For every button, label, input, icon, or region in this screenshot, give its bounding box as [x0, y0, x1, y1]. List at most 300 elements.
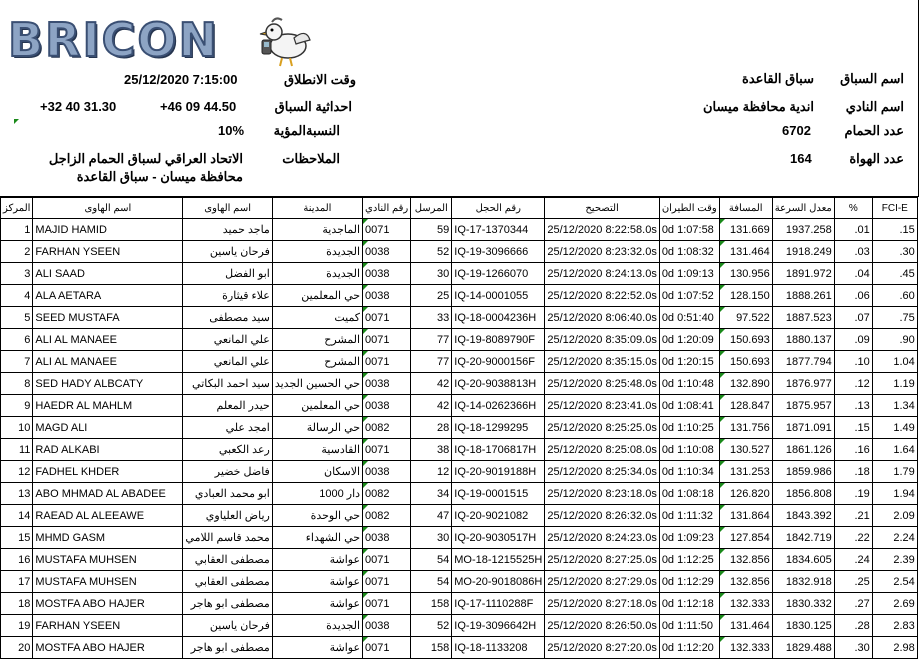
city-cell: الماجدية: [272, 219, 362, 241]
notes-label: الملاحظات: [282, 151, 340, 166]
sender-cell: 59: [411, 219, 452, 241]
table-row: [1, 373, 918, 395]
distance-cell: 97.522: [719, 307, 772, 329]
sender-cell: 47: [411, 505, 452, 527]
fci-cell: 2.09: [872, 505, 917, 527]
fci-cell: 2.54: [872, 571, 917, 593]
sender-cell: 28: [411, 417, 452, 439]
name-en-cell: MOSTFA ABO HAJER: [33, 637, 183, 659]
club-cell: 0038: [363, 461, 411, 483]
fci-cell: .75: [872, 307, 917, 329]
rank-cell: 12: [1, 461, 33, 483]
flight-cell: 0d 1:12:18: [659, 593, 719, 615]
name-ar-cell: علاء قيثارة: [183, 285, 272, 307]
sender-cell: 158: [411, 637, 452, 659]
rank-cell: 19: [1, 615, 33, 637]
results-table: [0, 197, 918, 659]
distance-cell: 128.150: [719, 285, 772, 307]
race-name-value: سباق القاعدة: [742, 71, 814, 86]
speed-cell: 1856.808: [772, 483, 834, 505]
speed-cell: 1880.137: [772, 329, 834, 351]
speed-cell: 1891.972: [772, 263, 834, 285]
fci-cell: 1.34: [872, 395, 917, 417]
pigeon-count-label: عدد الحمام: [844, 123, 904, 138]
name-ar-cell: محمد قاسم اللامي: [183, 527, 272, 549]
ring-cell: IQ-18-0004236H: [452, 307, 545, 329]
col-ring-header: رقم الحجل: [452, 198, 545, 219]
speed-cell: 1875.957: [772, 395, 834, 417]
sender-cell: 158: [411, 593, 452, 615]
correction-cell: 25/12/2020 8:25:08.0s: [545, 439, 659, 461]
correction-cell: 25/12/2020 8:27:18.0s: [545, 593, 659, 615]
club-name-value: اندية محافظة ميسان: [702, 99, 814, 114]
club-cell: 0071: [363, 571, 411, 593]
flight-cell: 0d 1:08:18: [659, 483, 719, 505]
club-cell: 0071: [363, 351, 411, 373]
flight-cell: 0d 0:51:40: [659, 307, 719, 329]
correction-cell: 25/12/2020 8:24:23.0s: [545, 527, 659, 549]
fancier-count-value: 164: [790, 151, 812, 166]
flight-cell: 0d 1:10:34: [659, 461, 719, 483]
table-row: [1, 241, 918, 263]
city-cell: دار 1000: [272, 483, 362, 505]
name-en-cell: ALA AETARA: [33, 285, 183, 307]
pigeon-mascot-icon: [254, 14, 312, 68]
table-row: [1, 593, 918, 615]
pct-cell: .24: [834, 549, 872, 571]
pct-cell: .21: [834, 505, 872, 527]
distance-cell: 132.856: [719, 549, 772, 571]
distance-cell: 132.333: [719, 637, 772, 659]
city-cell: عواشة: [272, 637, 362, 659]
fci-cell: .90: [872, 329, 917, 351]
ring-cell: IQ-19-0001515: [452, 483, 545, 505]
club-cell: 0082: [363, 483, 411, 505]
rank-cell: 14: [1, 505, 33, 527]
name-en-cell: RAEAD AL ALEEAWE: [33, 505, 183, 527]
rank-cell: 20: [1, 637, 33, 659]
club-cell: 0071: [363, 329, 411, 351]
flight-cell: 0d 1:10:08: [659, 439, 719, 461]
city-cell: الاسكان: [272, 461, 362, 483]
race-name-label: اسم السباق: [840, 71, 904, 86]
sender-cell: 54: [411, 549, 452, 571]
name-en-cell: FARHAN YSEEN: [33, 615, 183, 637]
sender-cell: 30: [411, 263, 452, 285]
speed-cell: 1861.126: [772, 439, 834, 461]
col-fci-header: FCI-E: [872, 198, 917, 219]
fci-cell: 1.64: [872, 439, 917, 461]
distance-cell: 131.864: [719, 505, 772, 527]
flight-cell: 0d 1:08:32: [659, 241, 719, 263]
correction-cell: 25/12/2020 8:25:25.0s: [545, 417, 659, 439]
pct-cell: .25: [834, 571, 872, 593]
rank-cell: 6: [1, 329, 33, 351]
col-club-header: رقم النادي: [363, 198, 411, 219]
correction-cell: 25/12/2020 8:22:58.0s: [545, 219, 659, 241]
ring-cell: IQ-17-1110288F: [452, 593, 545, 615]
distance-cell: 131.464: [719, 241, 772, 263]
pct-cell: .06: [834, 285, 872, 307]
name-ar-cell: مصطفى العقابي: [183, 549, 272, 571]
correction-cell: 25/12/2020 8:25:34.0s: [545, 461, 659, 483]
name-ar-cell: فاضل خضير: [183, 461, 272, 483]
table-row: [1, 307, 918, 329]
club-cell: 0038: [363, 395, 411, 417]
start-time-label: وقت الانطلاق: [283, 72, 356, 87]
correction-cell: 25/12/2020 8:23:41.0s: [545, 395, 659, 417]
ring-cell: IQ-17-1370344: [452, 219, 545, 241]
speed-cell: 1843.392: [772, 505, 834, 527]
correction-cell: 25/12/2020 8:26:50.0s: [545, 615, 659, 637]
name-en-cell: MAGD ALI: [33, 417, 183, 439]
speed-cell: 1876.977: [772, 373, 834, 395]
cell-marker: [14, 119, 19, 124]
name-ar-cell: فرحان ياسين: [183, 241, 272, 263]
speed-cell: 1829.488: [772, 637, 834, 659]
rank-cell: 18: [1, 593, 33, 615]
fci-cell: 2.24: [872, 527, 917, 549]
fci-cell: .60: [872, 285, 917, 307]
speed-cell: 1834.605: [772, 549, 834, 571]
club-cell: 0038: [363, 241, 411, 263]
club-cell: 0082: [363, 417, 411, 439]
race-coords-label: احداثية السباق: [274, 99, 352, 114]
distance-cell: 130.956: [719, 263, 772, 285]
city-cell: حي الرسالة: [272, 417, 362, 439]
name-en-cell: MUSTAFA MUHSEN: [33, 571, 183, 593]
table-row: [1, 285, 918, 307]
distance-cell: 128.847: [719, 395, 772, 417]
distance-cell: 132.856: [719, 571, 772, 593]
flight-cell: 0d 1:09:23: [659, 527, 719, 549]
city-cell: عواشة: [272, 593, 362, 615]
pct-cell: .07: [834, 307, 872, 329]
fancier-count-label: عدد الهواة: [849, 151, 904, 166]
name-en-cell: MUSTAFA MUHSEN: [33, 549, 183, 571]
sender-cell: 38: [411, 439, 452, 461]
club-cell: 0071: [363, 219, 411, 241]
table-row: [1, 505, 918, 527]
fci-cell: .15: [872, 219, 917, 241]
table-row: [1, 329, 918, 351]
sender-cell: 54: [411, 571, 452, 593]
ring-cell: MO-20-9018086H: [452, 571, 545, 593]
table-row: [1, 219, 918, 241]
rank-cell: 13: [1, 483, 33, 505]
flight-cell: 0d 1:10:48: [659, 373, 719, 395]
notes-line-2: محافظة ميسان - سباق القاعدة: [76, 169, 243, 184]
city-cell: الجديدة: [272, 615, 362, 637]
rank-cell: 1: [1, 219, 33, 241]
flight-cell: 0d 1:08:41: [659, 395, 719, 417]
rank-cell: 11: [1, 439, 33, 461]
pct-cell: .27: [834, 593, 872, 615]
table-row: [1, 417, 918, 439]
speed-cell: 1888.261: [772, 285, 834, 307]
flight-cell: 0d 1:12:20: [659, 637, 719, 659]
speed-cell: 1871.091: [772, 417, 834, 439]
correction-cell: 25/12/2020 8:27:29.0s: [545, 571, 659, 593]
flight-cell: 0d 1:07:58: [659, 219, 719, 241]
name-en-cell: SED HADY ALBCATY: [33, 373, 183, 395]
ring-cell: IQ-14-0262366H: [452, 395, 545, 417]
correction-cell: 25/12/2020 8:24:13.0s: [545, 263, 659, 285]
table-row: [1, 637, 918, 659]
coord-east-value: +46 09 44.50: [160, 99, 237, 114]
name-ar-cell: امجد علي: [183, 417, 272, 439]
flight-cell: 0d 1:20:15: [659, 351, 719, 373]
rank-cell: 10: [1, 417, 33, 439]
distance-cell: 131.669: [719, 219, 772, 241]
correction-cell: 25/12/2020 8:26:32.0s: [545, 505, 659, 527]
club-cell: 0038: [363, 527, 411, 549]
name-en-cell: FARHAN YSEEN: [33, 241, 183, 263]
table-row: [1, 395, 918, 417]
city-cell: كميت: [272, 307, 362, 329]
table-row: [1, 615, 918, 637]
pct-cell: .03: [834, 241, 872, 263]
correction-cell: 25/12/2020 8:25:48.0s: [545, 373, 659, 395]
name-ar-cell: مصطفى ابو هاجر: [183, 637, 272, 659]
correction-cell: 25/12/2020 8:27:25.0s: [545, 549, 659, 571]
club-cell: 0038: [363, 373, 411, 395]
rank-cell: 9: [1, 395, 33, 417]
name-ar-cell: حيدر المعلم: [183, 395, 272, 417]
sender-cell: 30: [411, 527, 452, 549]
club-cell: 0071: [363, 549, 411, 571]
pct-cell: .19: [834, 483, 872, 505]
name-ar-cell: مصطفى ابو هاجر: [183, 593, 272, 615]
name-ar-cell: سيد احمد البكاتي: [183, 373, 272, 395]
fci-cell: .30: [872, 241, 917, 263]
pct-cell: .10: [834, 351, 872, 373]
rank-cell: 4: [1, 285, 33, 307]
city-cell: عواشة: [272, 549, 362, 571]
table-row: [1, 549, 918, 571]
city-cell: حي الحسين الجديد: [272, 373, 362, 395]
club-cell: 0038: [363, 263, 411, 285]
city-cell: المشرح: [272, 351, 362, 373]
fci-cell: 1.19: [872, 373, 917, 395]
rank-cell: 2: [1, 241, 33, 263]
club-cell: 0038: [363, 285, 411, 307]
correction-cell: 25/12/2020 8:06:40.0s: [545, 307, 659, 329]
city-cell: حي المعلمين: [272, 285, 362, 307]
percent-label: النسبةالمؤية: [273, 123, 340, 138]
sender-cell: 25: [411, 285, 452, 307]
pct-cell: .09: [834, 329, 872, 351]
club-cell: 0082: [363, 505, 411, 527]
name-ar-cell: ابو محمد العبادي: [183, 483, 272, 505]
ring-cell: IQ-18-1706817H: [452, 439, 545, 461]
flight-cell: 0d 1:20:09: [659, 329, 719, 351]
flight-cell: 0d 1:10:25: [659, 417, 719, 439]
ring-cell: IQ-14-0001055: [452, 285, 545, 307]
distance-cell: 150.693: [719, 329, 772, 351]
ring-cell: IQ-20-9000156F: [452, 351, 545, 373]
distance-cell: 131.253: [719, 461, 772, 483]
city-cell: الجديدة: [272, 241, 362, 263]
rank-cell: 15: [1, 527, 33, 549]
speed-cell: 1877.794: [772, 351, 834, 373]
name-ar-cell: فرحان ياسين: [183, 615, 272, 637]
name-en-cell: ALI AL MANAEE: [33, 351, 183, 373]
ring-cell: IQ-20-9038813H: [452, 373, 545, 395]
fci-cell: 1.04: [872, 351, 917, 373]
name-en-cell: MAJID HAMID: [33, 219, 183, 241]
sender-cell: 77: [411, 329, 452, 351]
club-cell: 0071: [363, 307, 411, 329]
sender-cell: 42: [411, 395, 452, 417]
distance-cell: 130.527: [719, 439, 772, 461]
col-correction-header: التصحيح: [545, 198, 659, 219]
notes-line-1: الاتحاد العراقي لسباق الحمام الزاجل: [48, 151, 243, 166]
club-cell: 0071: [363, 439, 411, 461]
ring-cell: IQ-19-3096642H: [452, 615, 545, 637]
rank-cell: 3: [1, 263, 33, 285]
col-flight-header: وقت الطيران: [659, 198, 719, 219]
table-header-row: [1, 198, 918, 219]
fci-cell: 2.69: [872, 593, 917, 615]
ring-cell: IQ-19-3096666: [452, 241, 545, 263]
name-ar-cell: سيد مصطفى: [183, 307, 272, 329]
fci-cell: 2.83: [872, 615, 917, 637]
pct-cell: .04: [834, 263, 872, 285]
correction-cell: 25/12/2020 8:23:32.0s: [545, 241, 659, 263]
col-rank-header: المركز: [1, 198, 33, 219]
correction-cell: 25/12/2020 8:22:52.0s: [545, 285, 659, 307]
flight-cell: 0d 1:12:29: [659, 571, 719, 593]
results-body: [1, 219, 918, 659]
name-ar-cell: رعد الكعبي: [183, 439, 272, 461]
name-ar-cell: رياض العلياوي: [183, 505, 272, 527]
name-ar-cell: ابو الفضل: [183, 263, 272, 285]
pct-cell: .30: [834, 637, 872, 659]
col-distance-header: المسافة: [719, 198, 772, 219]
name-ar-cell: علي المانعي: [183, 351, 272, 373]
city-cell: المشرح: [272, 329, 362, 351]
col-sender-header: المرسل: [411, 198, 452, 219]
club-cell: 0071: [363, 593, 411, 615]
table-row: [1, 351, 918, 373]
table-row: [1, 461, 918, 483]
pct-cell: .18: [834, 461, 872, 483]
club-cell: 0038: [363, 615, 411, 637]
speed-cell: 1830.332: [772, 593, 834, 615]
speed-cell: 1887.523: [772, 307, 834, 329]
distance-cell: 132.890: [719, 373, 772, 395]
correction-cell: 25/12/2020 8:23:18.0s: [545, 483, 659, 505]
ring-cell: IQ-19-1266070: [452, 263, 545, 285]
fci-cell: 1.49: [872, 417, 917, 439]
name-en-cell: ALI AL MANAEE: [33, 329, 183, 351]
pct-cell: .16: [834, 439, 872, 461]
col-pct-header: %: [834, 198, 872, 219]
sender-cell: 52: [411, 241, 452, 263]
distance-cell: 126.820: [719, 483, 772, 505]
rank-cell: 17: [1, 571, 33, 593]
sender-cell: 42: [411, 373, 452, 395]
city-cell: عواشة: [272, 571, 362, 593]
ring-cell: IQ-20-9030517H: [452, 527, 545, 549]
sender-cell: 12: [411, 461, 452, 483]
sender-cell: 33: [411, 307, 452, 329]
pct-cell: .22: [834, 527, 872, 549]
name-en-cell: FADHEL KHDER: [33, 461, 183, 483]
table-row: [1, 263, 918, 285]
name-en-cell: HAEDR AL MAHLM: [33, 395, 183, 417]
pct-cell: .01: [834, 219, 872, 241]
sender-cell: 77: [411, 351, 452, 373]
club-cell: 0071: [363, 637, 411, 659]
name-ar-cell: ماجد حميد: [183, 219, 272, 241]
flight-cell: 0d 1:09:13: [659, 263, 719, 285]
name-ar-cell: علي المانعي: [183, 329, 272, 351]
ring-cell: MO-18-1215525H: [452, 549, 545, 571]
table-row: [1, 571, 918, 593]
club-name-label: اسم النادي: [845, 99, 904, 114]
flight-cell: 0d 1:12:25: [659, 549, 719, 571]
ring-cell: IQ-20-9019188H: [452, 461, 545, 483]
pct-cell: .13: [834, 395, 872, 417]
flight-cell: 0d 1:11:50: [659, 615, 719, 637]
city-cell: حي الوحدة: [272, 505, 362, 527]
distance-cell: 127.854: [719, 527, 772, 549]
name-en-cell: MOSTFA ABO HAJER: [33, 593, 183, 615]
speed-cell: 1918.249: [772, 241, 834, 263]
name-en-cell: ALI SAAD: [33, 263, 183, 285]
bricon-logo: [8, 10, 308, 70]
name-en-cell: ABO MHMAD AL ABADEE: [33, 483, 183, 505]
percent-value: 10%: [218, 123, 245, 138]
pct-cell: .15: [834, 417, 872, 439]
ring-cell: IQ-18-1133208: [452, 637, 545, 659]
col-city-header: المدينة: [272, 198, 362, 219]
correction-cell: 25/12/2020 8:35:15.0s: [545, 351, 659, 373]
rank-cell: 8: [1, 373, 33, 395]
city-cell: القادسية: [272, 439, 362, 461]
ring-cell: IQ-20-9021082: [452, 505, 545, 527]
table-row: [1, 483, 918, 505]
name-en-cell: MHMD GASM: [33, 527, 183, 549]
name-ar-cell: مصطفى العقابي: [183, 571, 272, 593]
sender-cell: 52: [411, 615, 452, 637]
speed-cell: 1832.918: [772, 571, 834, 593]
distance-cell: 131.756: [719, 417, 772, 439]
start-time-value: 25/12/2020 7:15:00: [124, 72, 238, 87]
flight-cell: 0d 1:11:32: [659, 505, 719, 527]
city-cell: حي الشهداء: [272, 527, 362, 549]
rank-cell: 16: [1, 549, 33, 571]
fci-cell: 2.98: [872, 637, 917, 659]
logo-text: BRICON: [8, 13, 219, 67]
correction-cell: 25/12/2020 8:27:20.0s: [545, 637, 659, 659]
correction-cell: 25/12/2020 8:35:09.0s: [545, 329, 659, 351]
speed-cell: 1842.719: [772, 527, 834, 549]
fci-cell: 1.94: [872, 483, 917, 505]
table-row: [1, 439, 918, 461]
rank-cell: 7: [1, 351, 33, 373]
distance-cell: 150.693: [719, 351, 772, 373]
city-cell: الجديدة: [272, 263, 362, 285]
col-name-ar-header: اسم الهاوى: [183, 198, 272, 219]
speed-cell: 1937.258: [772, 219, 834, 241]
distance-cell: 132.333: [719, 593, 772, 615]
speed-cell: 1859.986: [772, 461, 834, 483]
rank-cell: 5: [1, 307, 33, 329]
col-name-en-header: اسم الهاوى: [33, 198, 183, 219]
